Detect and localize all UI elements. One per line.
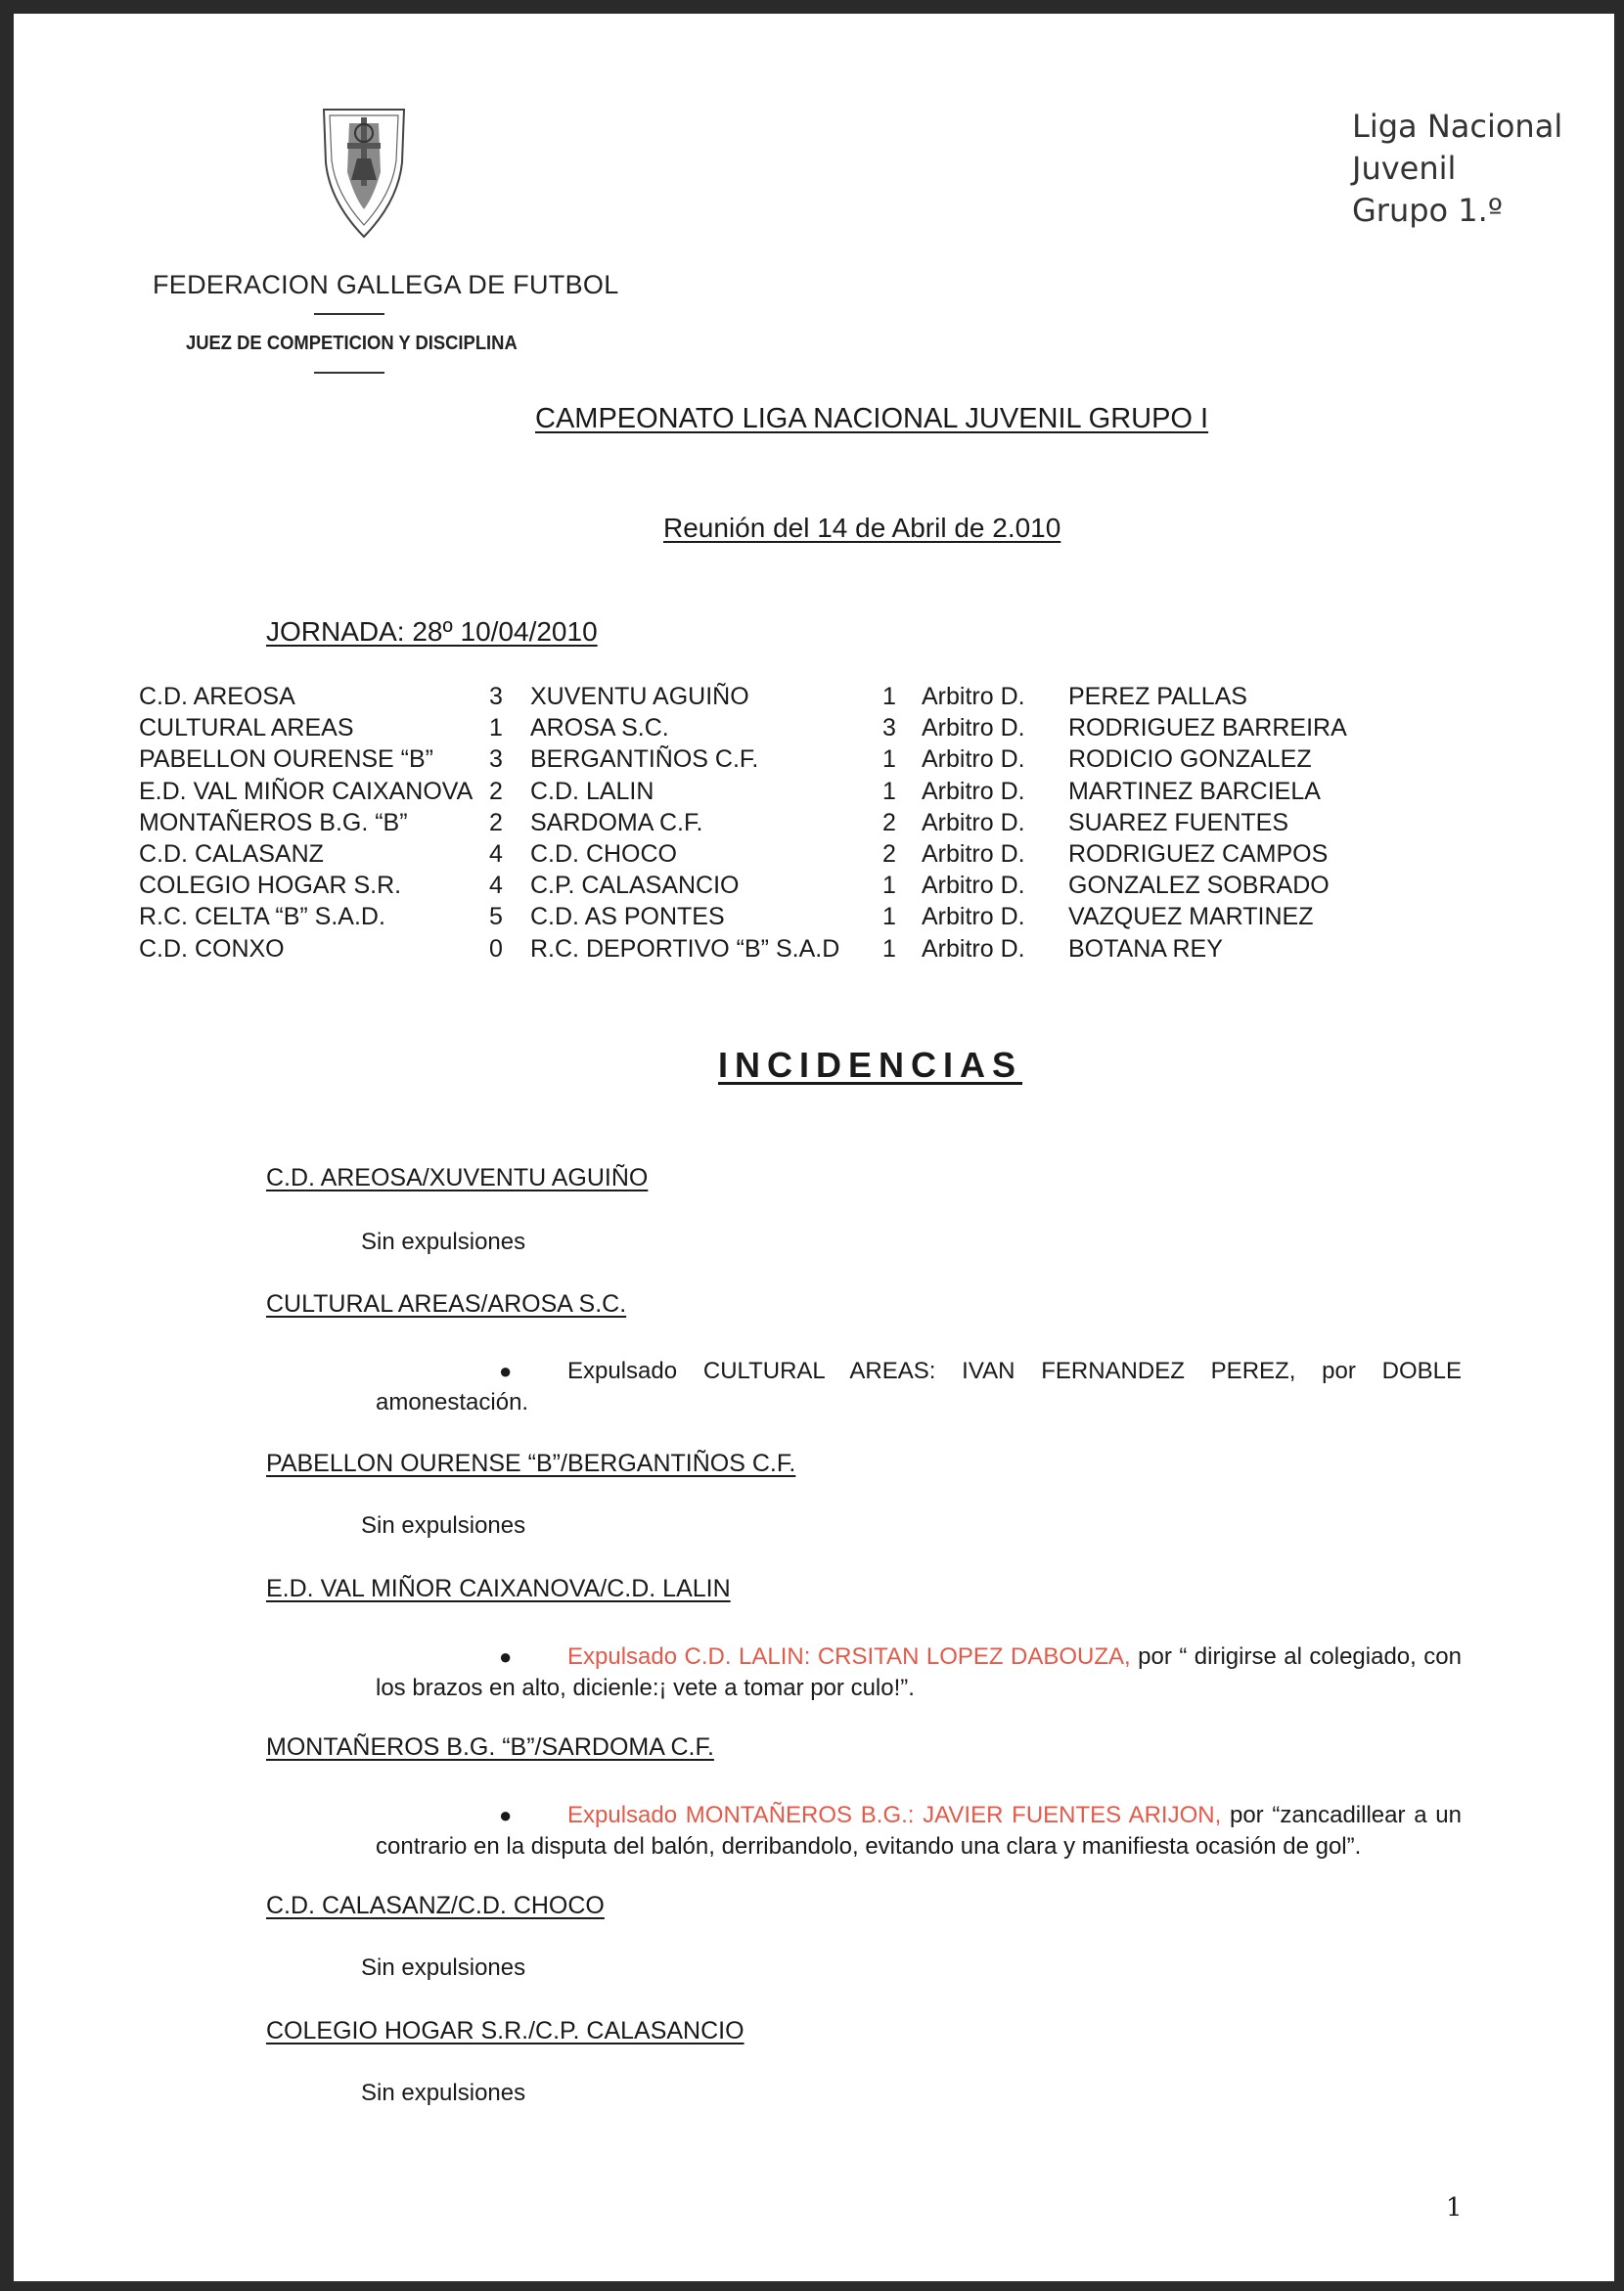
bullet-icon: ● bbox=[499, 1644, 513, 1669]
match-title: C.D. CALASANZ/C.D. CHOCO bbox=[266, 1892, 605, 1919]
away-score: 2 bbox=[882, 808, 896, 836]
referee-label: Arbitro D. bbox=[922, 808, 1025, 836]
away-team: C.D. LALIN bbox=[530, 777, 654, 805]
expulsion-lead: Expulsado MONTAÑEROS B.G.: JAVIER FUENTES ARIJON, bbox=[567, 1802, 1222, 1828]
away-team: C.P. CALASANCIO bbox=[530, 872, 740, 900]
document-page bbox=[14, 14, 1614, 2281]
expulsion-reason: por DOBLE bbox=[1322, 1358, 1462, 1384]
match-title: E.D. VAL MIÑOR CAIXANOVA/C.D. LALIN bbox=[266, 1575, 731, 1602]
incident-line bbox=[376, 1641, 1462, 1673]
referee-label: Arbitro D. bbox=[922, 839, 1025, 868]
match-title: PABELLON OURENSE “B”/BERGANTIÑOS C.F. bbox=[266, 1450, 796, 1477]
away-team: AROSA S.C. bbox=[530, 714, 669, 742]
incident-text: Sin expulsiones bbox=[361, 1512, 526, 1539]
match-title: COLEGIO HOGAR S.R./C.P. CALASANCIO bbox=[266, 2017, 744, 2044]
incident-line bbox=[376, 1356, 1462, 1387]
home-score: 0 bbox=[489, 934, 503, 963]
referee-label: Arbitro D. bbox=[922, 714, 1025, 742]
expulsion-reason: por “ dirigirse al colegiado, con bbox=[1138, 1643, 1462, 1670]
expulsion-lead: Expulsado C.D. LALIN: CRSITAN LOPEZ DABOUZA, bbox=[567, 1643, 1131, 1670]
home-team: C.D. CALASANZ bbox=[139, 839, 324, 868]
department-name: JUEZ DE COMPETICION Y DISCIPLINA bbox=[186, 333, 518, 354]
league-label bbox=[1352, 106, 1562, 232]
expulsion-reason: por “zancadillear a un bbox=[1229, 1802, 1462, 1828]
away-team: R.C. DEPORTIVO “B” S.A.D bbox=[530, 934, 840, 963]
match-title: CULTURAL AREAS/AROSA S.C. bbox=[266, 1290, 627, 1318]
referee-label: Arbitro D. bbox=[922, 745, 1025, 774]
incident-item bbox=[376, 1356, 1462, 1418]
referee-label: Arbitro D. bbox=[922, 934, 1025, 963]
incident-text: Sin expulsiones bbox=[361, 1954, 526, 1981]
league-label-line: Grupo 1.º bbox=[1352, 192, 1503, 229]
away-score: 1 bbox=[882, 683, 896, 710]
away-team: C.D. CHOCO bbox=[530, 839, 677, 868]
match-title: C.D. AREOSA/XUVENTU AGUIÑO bbox=[266, 1164, 649, 1191]
away-team: XUVENTU AGUIÑO bbox=[530, 683, 749, 710]
away-score: 1 bbox=[882, 903, 896, 931]
away-team: C.D. AS PONTES bbox=[530, 903, 725, 931]
away-score: 3 bbox=[882, 714, 896, 742]
incident-text: Sin expulsiones bbox=[361, 2080, 526, 2106]
referee-name: RODICIO GONZALEZ bbox=[1068, 745, 1312, 774]
incident-line: amonestación. bbox=[376, 1389, 529, 1415]
referee-name: BOTANA REY bbox=[1068, 934, 1223, 963]
divider bbox=[314, 372, 384, 374]
jornada-label: JORNADA: 28º 10/04/2010 bbox=[266, 616, 598, 647]
home-score: 1 bbox=[489, 714, 503, 742]
incidencias-heading: INCIDENCIAS bbox=[718, 1045, 1023, 1085]
incident-line: los brazos en alto, dicienle:¡ vete a tomar por culo!”. bbox=[376, 1675, 915, 1701]
home-score: 2 bbox=[489, 808, 503, 836]
referee-label: Arbitro D. bbox=[922, 872, 1025, 900]
home-team: MONTAÑEROS B.G. “B” bbox=[139, 808, 408, 836]
away-score: 1 bbox=[882, 934, 896, 963]
referee-name: RODRIGUEZ BARREIRA bbox=[1068, 714, 1347, 742]
home-score: 2 bbox=[489, 777, 503, 805]
match-title: MONTAÑEROS B.G. “B”/SARDOMA C.F. bbox=[266, 1733, 714, 1761]
referee-name: PEREZ PALLAS bbox=[1068, 683, 1247, 710]
referee-name: GONZALEZ SOBRADO bbox=[1068, 872, 1330, 900]
bullet-icon: ● bbox=[499, 1803, 513, 1827]
league-label-line: Juvenil bbox=[1352, 150, 1457, 187]
referee-name: VAZQUEZ MARTINEZ bbox=[1068, 903, 1314, 931]
expulsion-lead: Expulsado CULTURAL AREAS: IVAN FERNANDEZ PEREZ, bbox=[567, 1358, 1296, 1384]
home-team: PABELLON OURENSE “B” bbox=[139, 745, 434, 774]
incident-line bbox=[376, 1800, 1462, 1831]
referee-label: Arbitro D. bbox=[922, 777, 1025, 805]
federation-crest-icon bbox=[320, 104, 408, 241]
home-score: 3 bbox=[489, 745, 503, 774]
home-score: 4 bbox=[489, 839, 503, 868]
home-score: 5 bbox=[489, 903, 503, 931]
page-number: 1 bbox=[1446, 2193, 1463, 2223]
away-score: 1 bbox=[882, 745, 896, 774]
away-team: BERGANTIÑOS C.F. bbox=[530, 745, 759, 774]
away-score: 1 bbox=[882, 872, 896, 900]
bullet-icon: ● bbox=[499, 1359, 513, 1383]
referee-label: Arbitro D. bbox=[922, 903, 1025, 931]
home-team: R.C. CELTA “B” S.A.D. bbox=[139, 903, 385, 931]
incident-line: contrario en la disputa del balón, derribandolo, evitando una clara y manifiesta ocasión de gol”. bbox=[376, 1833, 1362, 1860]
home-team: E.D. VAL MIÑOR CAIXANOVA bbox=[139, 777, 474, 805]
away-score: 1 bbox=[882, 777, 896, 805]
incident-item bbox=[376, 1800, 1462, 1863]
home-team: CULTURAL AREAS bbox=[139, 714, 354, 742]
incident-item bbox=[376, 1641, 1462, 1704]
referee-label: Arbitro D. bbox=[922, 683, 1025, 710]
home-team: C.D. CONXO bbox=[139, 934, 285, 963]
away-team: SARDOMA C.F. bbox=[530, 808, 703, 836]
away-score: 2 bbox=[882, 839, 896, 868]
home-team: COLEGIO HOGAR S.R. bbox=[139, 872, 402, 900]
referee-name: MARTINEZ BARCIELA bbox=[1068, 777, 1321, 805]
referee-name: RODRIGUEZ CAMPOS bbox=[1068, 839, 1329, 868]
referee-name: SUAREZ FUENTES bbox=[1068, 808, 1289, 836]
incident-text: Sin expulsiones bbox=[361, 1229, 526, 1255]
home-score: 4 bbox=[489, 872, 503, 900]
home-score: 3 bbox=[489, 683, 503, 710]
federation-name: FEDERACION GALLEGA DE FUTBOL bbox=[153, 270, 619, 299]
meeting-date: Reunión del 14 de Abril de 2.010 bbox=[663, 513, 1061, 543]
league-label-line: Liga Nacional bbox=[1352, 108, 1563, 145]
divider bbox=[314, 313, 384, 315]
document-title: CAMPEONATO LIGA NACIONAL JUVENIL GRUPO I bbox=[535, 403, 1209, 434]
home-team: C.D. AREOSA bbox=[139, 683, 295, 710]
